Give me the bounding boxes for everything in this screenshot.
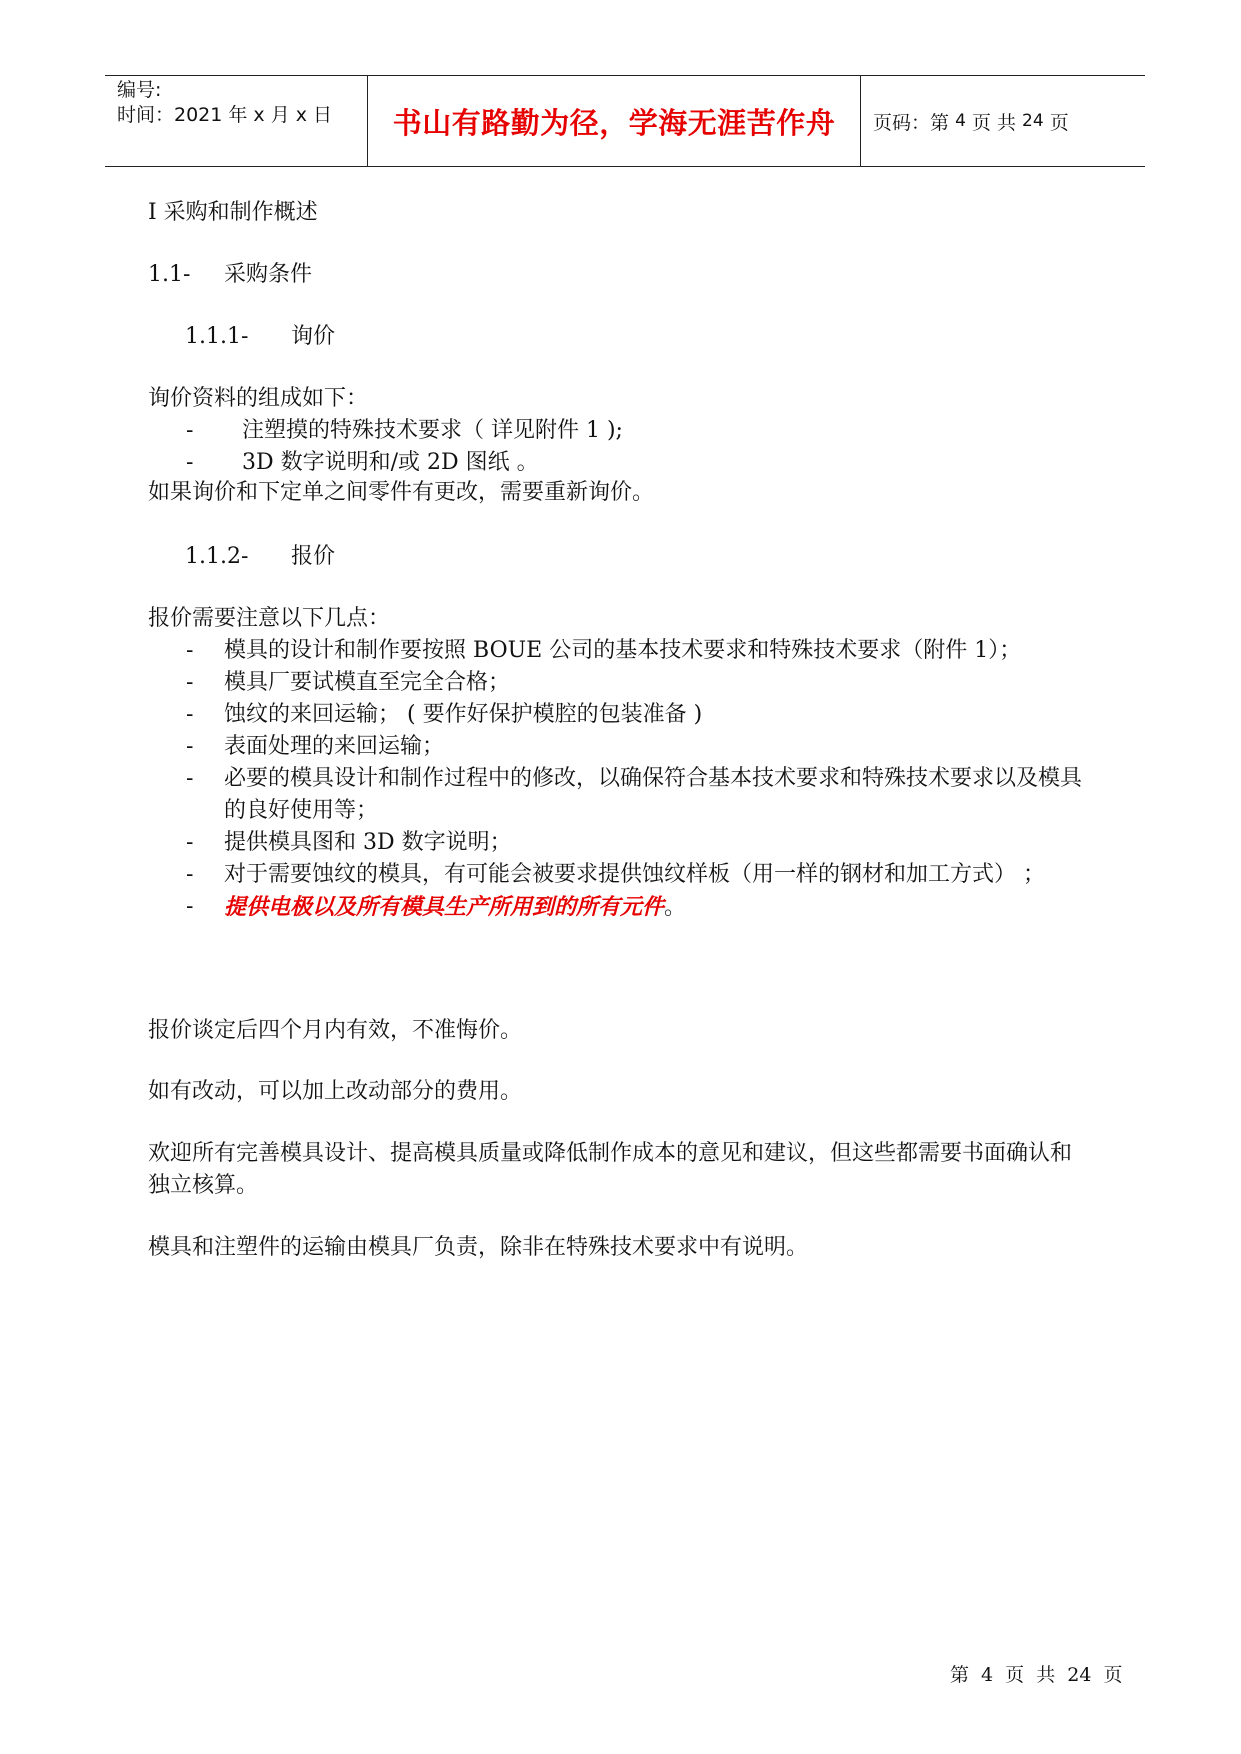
inquiry-list [150,415,1100,479]
number-label: 编号: [117,79,162,101]
page-current: 4 [955,111,966,131]
list-item-text: 3D 数字说明和/或 2D 图纸 。 [242,450,539,475]
list-item-text: 蚀纹的来回运输； ( 要作好保护模腔的包装准备 ) [224,702,703,727]
page-mid: 页 共 [971,111,1016,134]
page-total: 24 [1022,111,1044,131]
list-bullet: - [186,894,194,919]
list-bullet: - [186,862,194,887]
subsection-1-1-2 [185,542,335,572]
list-item [150,415,1100,447]
subsection-title: 采购条件 [224,262,313,287]
list-item-text: 模具厂要试模直至完全合格； [224,670,511,695]
highlight-text: 提供电极以及所有模具生产所用到的所有元件 [224,894,665,920]
header-slogan: 书山有路勤为径，学海无涯苦作舟 [368,76,861,166]
page-header [105,75,1145,167]
list-item-text: 注塑摸的特殊技术要求（ 详见附件 1 ); [242,418,623,443]
page-prefix: 页码：第 [873,111,950,134]
list-item [150,827,1085,859]
time-label: 时间：2021 年 x 月 x 日 [117,104,333,126]
list-item-text: 必要的模具设计和制作过程中的修改，以确保符合基本技术要求和特殊技术要求以及模具的良好使用等； [224,766,1083,823]
subsection-number: 1.1.2- [185,544,249,569]
list-item [150,731,1085,763]
list-item [150,635,1085,667]
list-item-highlight [150,891,1085,924]
subsection-title: 询价 [291,324,336,349]
list-item-text: 模具的设计和制作要按照 BOUE 公司的基本技术要求和特殊技术要求（附件 1）； [224,638,1022,663]
header-meta [105,76,368,166]
list-item-text: 提供模具图和 3D 数字说明； [224,830,512,855]
subsection-number: 1.1.1- [185,324,249,349]
list-item [150,763,1085,827]
section-title: I 采购和制作概述 [148,200,318,225]
paragraph-welcome: 欢迎所有完善模具设计、提高模具质量或降低制作成本的意见和建议，但这些都需要书面确认和独立核算。 [148,1141,1073,1198]
list-bullet: - [186,766,194,791]
list-bullet: - [186,734,194,759]
header-page-number [861,76,1145,166]
highlight-end: 。 [664,895,687,920]
list-item-text: 对于需要蚀纹的模具，有可能会被要求提供蚀纹样板（用一样的钢材和加工方式） ； [224,862,1045,887]
page-footer: 第 4 页 共 24 页 [950,1664,1123,1686]
list-item [150,699,1085,731]
list-bullet: - [186,638,194,663]
list-item [150,859,1085,891]
list-bullet: - [186,450,194,475]
quote-intro: 报价需要注意以下几点： [148,606,391,631]
list-item [150,447,1100,479]
list-bullet: - [186,702,194,727]
quote-list [150,635,1085,924]
inquiry-intro: 询价资料的组成如下： [148,386,369,411]
list-item-text: 表面处理的来回运输； [224,734,445,759]
page-suffix: 页 [1049,111,1069,134]
paragraph-transport: 模具和注塑件的运输由模具厂负责，除非在特殊技术要求中有说明。 [148,1235,809,1260]
list-bullet: - [186,418,194,443]
list-item [150,667,1085,699]
paragraph-changes: 如有改动，可以加上改动部分的费用。 [148,1079,523,1104]
list-bullet: - [186,830,194,855]
subsection-number: 1.1- [148,262,191,287]
subsection-1-1 [148,260,312,290]
list-bullet: - [186,670,194,695]
subsection-1-1-1 [185,322,335,352]
subsection-title: 报价 [291,544,336,569]
inquiry-note: 如果询价和下定单之间零件有更改，需要重新询价。 [148,480,655,505]
paragraph-validity: 报价谈定后四个月内有效，不准悔价。 [148,1018,523,1043]
